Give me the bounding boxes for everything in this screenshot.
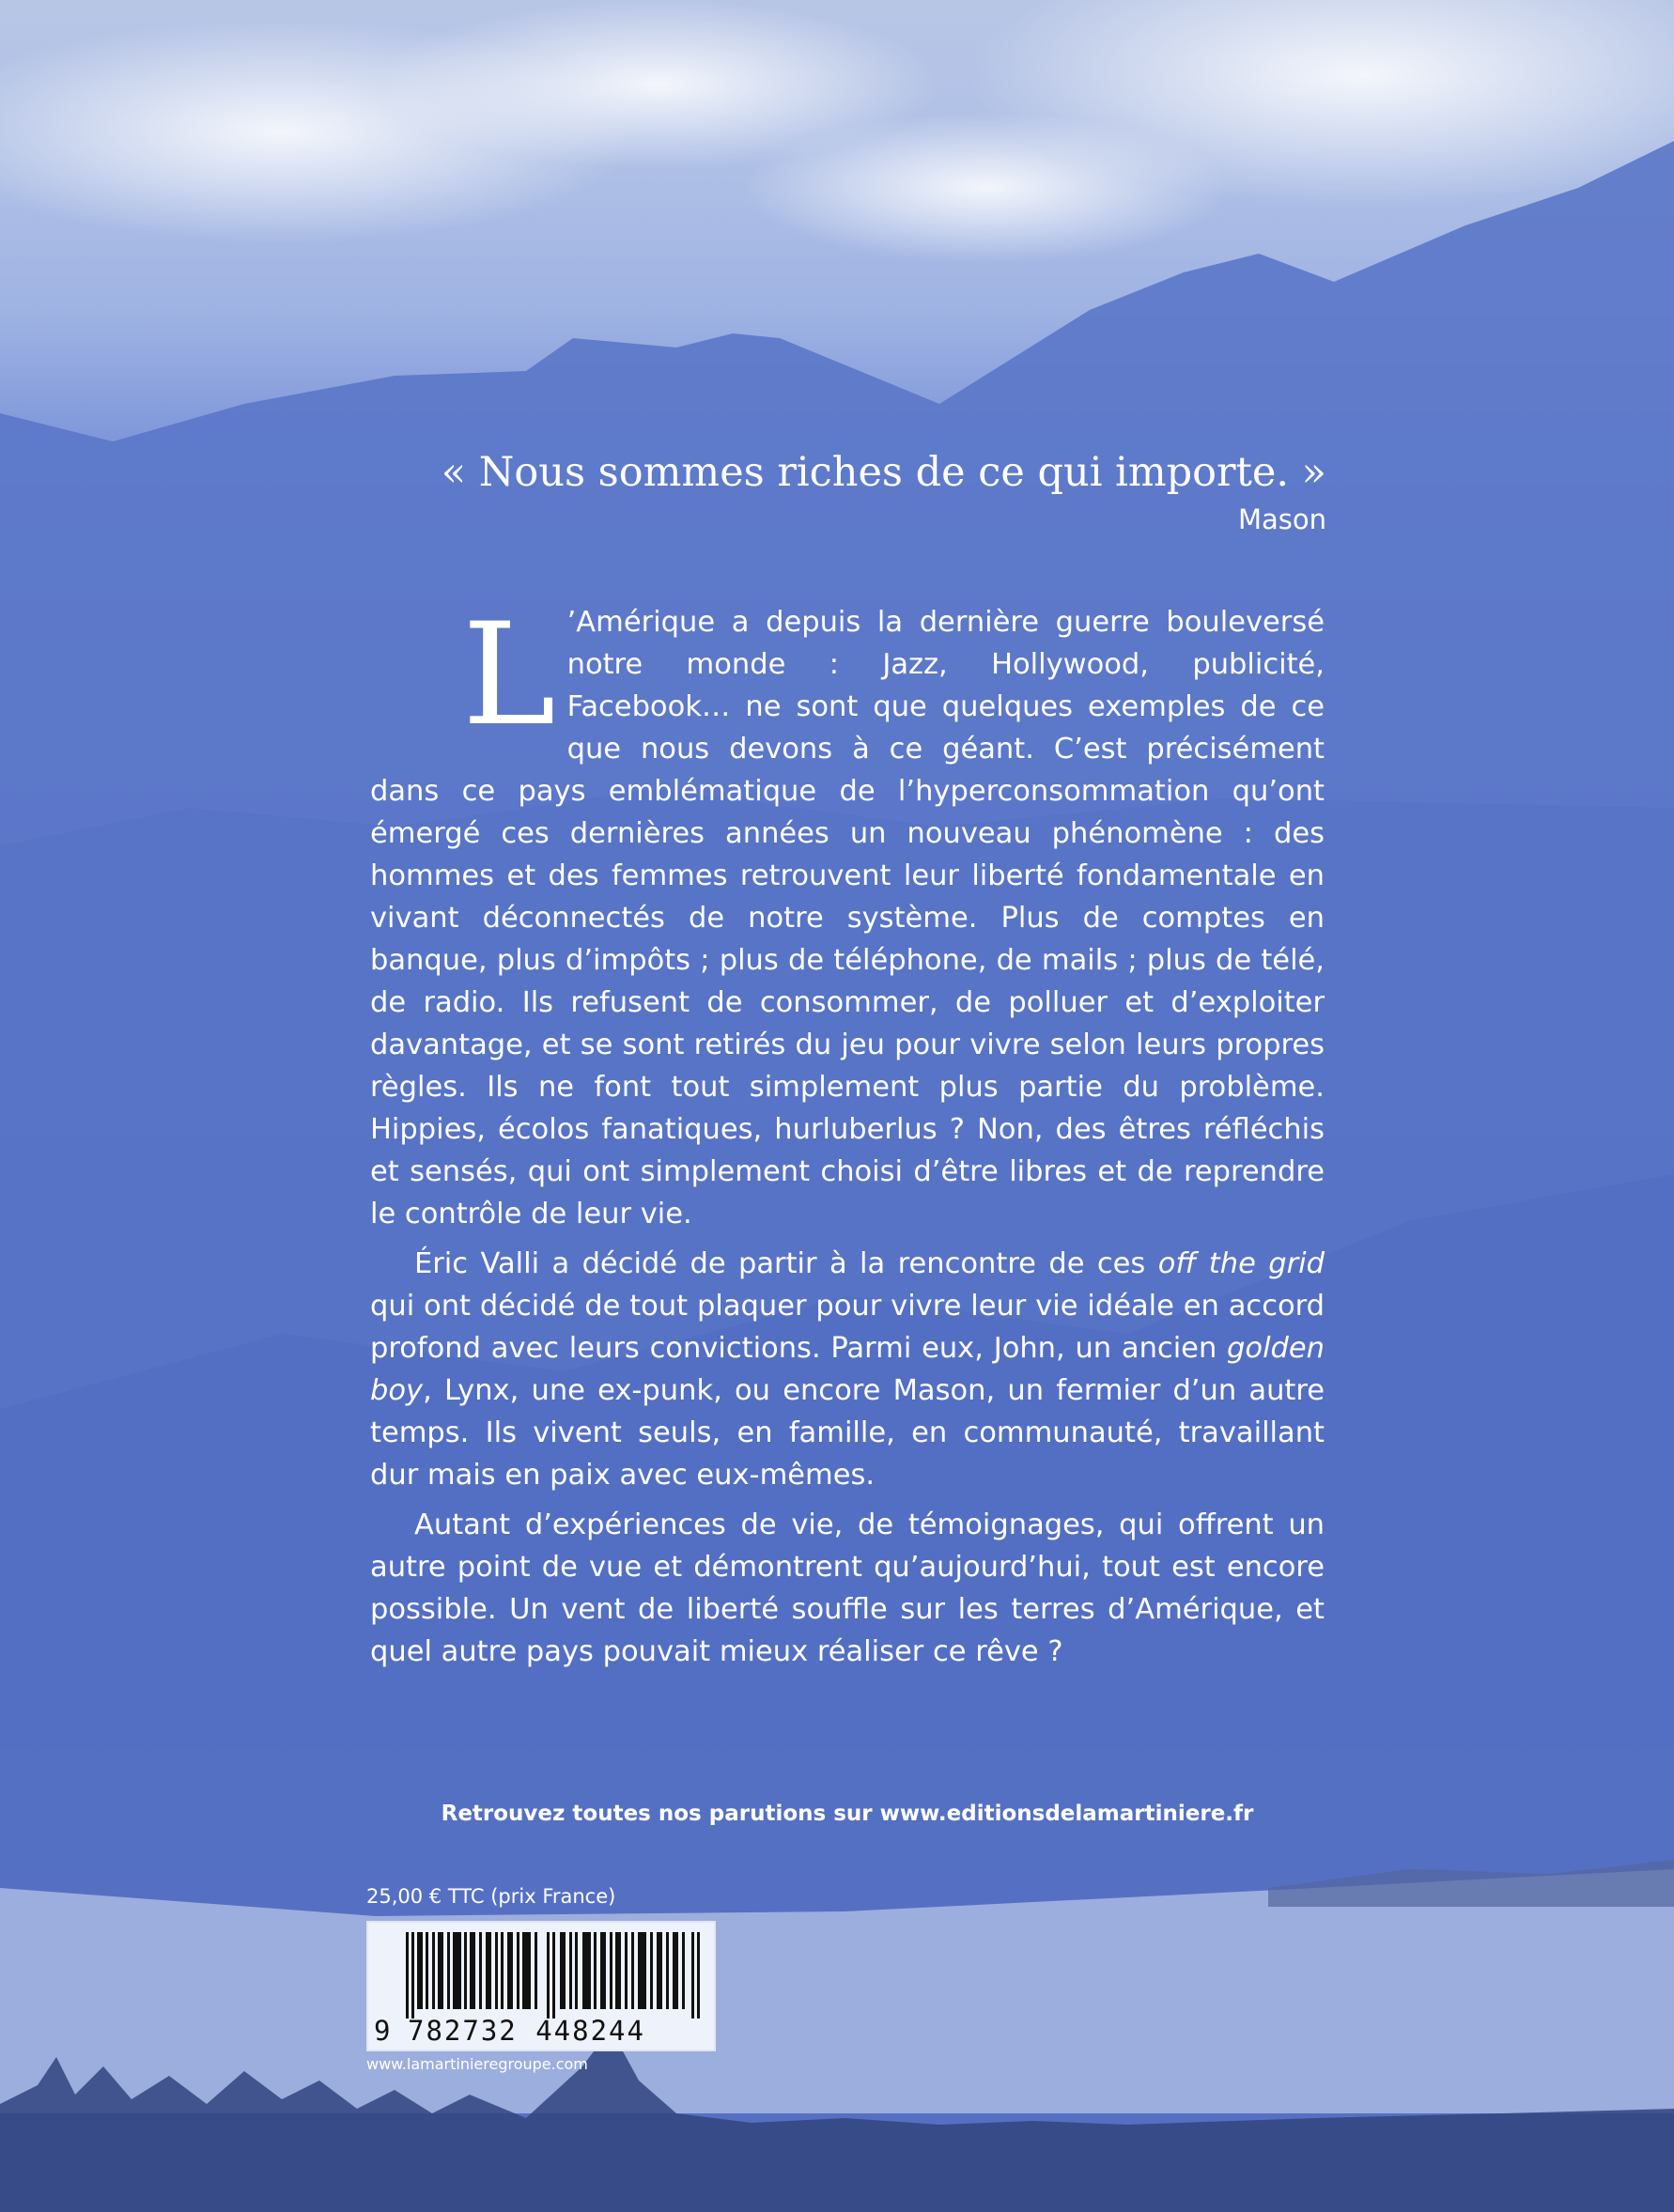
blurb-paragraph-2	[370, 1243, 1325, 1496]
blurb-paragraph-1-text: ’Amérique a depuis la dernière guerre bouleversé notre monde : Jazz, Hollywood, publicité, Facebook… ne sont que quelques exemples de ce que nous devons à ce géant. C’est précisément dans ce pays emblématique de l’hyperconsommation qu’ont émergé ces dernières années un nouveau phénomène : des hommes et des femmes retrouvent leur liberté fondamentale en vivant déconnectés de notre système. Plus de comptes en banque, plus d’impôts ; plus de téléphone, de mails ; plus de télé, de radio. Ils refusent de consommer, de polluer et d’exploiter davantage, et se sont retirés du jeu pour vivre selon leurs propres règles. Ils ne font tout simplement plus partie du problème. Hippies, écolos fanatiques, hurluberlus ? Non, des êtres réfléchis et sensés, qui ont simplement choisi d’être libres et de reprendre le contrôle de leur vie.	[370, 606, 1325, 1230]
group-website: www.lamartinieregroupe.com	[366, 2055, 588, 2073]
blurb-p2-italic-2: golden boy	[370, 1332, 1325, 1407]
barcode-lead-digit: 9	[374, 2015, 391, 2047]
epigraph-quote: « Nous sommes riches de ce qui importe. »	[441, 449, 1326, 496]
barcode-bars	[406, 1932, 705, 2019]
epigraph-author: Mason	[1237, 503, 1326, 535]
isbn-barcode	[366, 1921, 716, 2051]
blurb-paragraph-1	[370, 594, 1325, 1235]
blurb-p2-italic-1: off the grid	[1157, 1247, 1325, 1280]
blurb-p2-part-c: , Lynx, une ex-punk, ou encore Mason, un fermier d’un autre temps. Ils vivent seuls, en famille, en communauté, travaillant dur mais en paix avec eux-mêmes.	[370, 1374, 1325, 1492]
price-label: 25,00 € TTC (prix France)	[366, 1885, 616, 1908]
blurb-p2-part-a: Éric Valli a décidé de partir à la rencontre de ces	[414, 1247, 1158, 1280]
blurb-p2-part-b: qui ont décidé de tout plaquer pour vivre leur vie idéale en accord profond avec leurs convictions. Parmi eux, John, un ancien	[370, 1290, 1325, 1365]
drop-cap: L	[462, 594, 556, 757]
barcode-digits: 782732 448244	[408, 2015, 645, 2047]
blurb	[370, 594, 1325, 1680]
blurb-paragraph-3: Autant d’expériences de vie, de témoignages, qui offrent un autre point de vue et démontrent qu’aujourd’hui, tout est encore possible. Un vent de liberté souffle sur les terres d’Amérique, et quel autre pays pouvait mieux réaliser ce rêve ?	[370, 1508, 1325, 1668]
publisher-website-line: Retrouvez toutes nos parutions sur www.editionsdelamartiniere.fr	[441, 1802, 1254, 1826]
